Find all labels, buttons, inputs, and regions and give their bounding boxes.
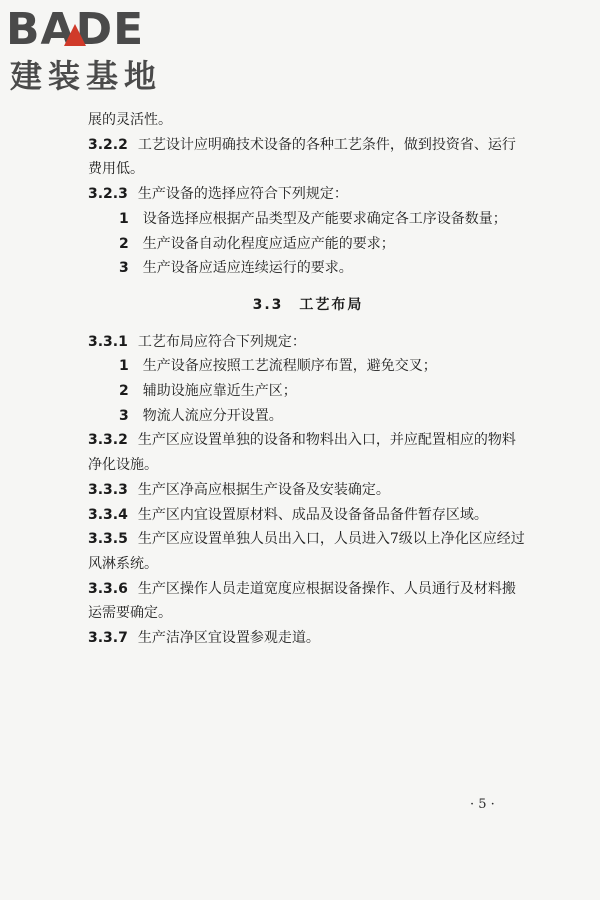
item-number: 1 [119,210,129,227]
clause-number: 3.3.7 [88,630,128,647]
item-text: 生产设备应适应连续运行的要求。 [142,260,353,277]
clause-3-2-2 [88,133,528,182]
clause-text: 生产区净高应根据生产设备及安装确定。 [137,481,390,498]
clause-text: 生产洁净区宜设置参观走道。 [137,630,320,647]
item-number: 1 [119,358,129,375]
clause-3-3-2 [88,428,528,477]
clause-text: 工艺设计应明确技术设备的各种工艺条件，做到投资省、运行费用低。 [88,136,516,178]
clause-number: 3.3.2 [88,432,128,449]
section-heading-3-3: 3.3 工艺布局 [252,296,364,313]
clause-text: 生产区内宜设置原材料、成品及设备备品备件暂存区域。 [137,506,488,523]
item-text: 设备选择应根据产品类型及产能要求确定各工序设备数量； [142,210,507,227]
clause-number: 3.3.3 [88,481,128,498]
clause-text: 生产区操作人员走道宽度应根据设备操作、人员通行及材料搬运需要确定。 [88,580,516,622]
item-text: 辅助设施应靠近生产区； [142,383,297,400]
list-item [88,207,528,232]
clause-number: 3.3.4 [88,506,128,523]
continuation-text: 展的灵活性。 [88,112,172,128]
list-item [88,379,528,404]
clause-number: 3.3.5 [88,531,128,548]
clause-3-3-6 [88,577,528,626]
clause-3-3-7 [88,626,528,651]
item-number: 2 [119,235,129,252]
list-item [88,354,528,379]
document-body [88,108,528,651]
logo-subtitle: 建装基地 [10,57,163,95]
logo-accent-triangle [64,24,86,46]
clause-text: 生产设备的选择应符合下列规定： [137,186,348,203]
bade-logo [6,6,176,96]
list-item [88,256,528,281]
item-number: 2 [119,383,129,400]
list-item [88,232,528,257]
clause-text: 工艺布局应符合下列规定： [137,333,306,350]
page-number: · 5 · [470,797,495,812]
clause-text: 生产区应设置单独人员出入口，人员进入7级以上净化区应经过风淋系统。 [88,531,525,572]
clause-3-3-1 [88,330,528,355]
item-text: 物流人流应分开设置。 [142,407,283,424]
clause-number: 3.2.2 [88,136,128,153]
clause-number: 3.2.3 [88,186,128,203]
item-number: 3 [119,260,129,277]
item-text: 生产设备应按照工艺流程顺序布置，避免交叉； [142,358,437,375]
clause-number: 3.3.6 [88,580,128,597]
clause-3-2-3 [88,182,528,207]
item-text: 生产设备自动化程度应适应产能的要求； [142,235,395,252]
item-number: 3 [119,407,129,424]
logo-wordmark: BADE [6,4,145,55]
clause-3-3-3 [88,478,528,503]
list-item [88,404,528,429]
clause-3-3-5 [88,527,528,576]
clause-number: 3.3.1 [88,333,128,350]
clause-3-3-4 [88,503,528,528]
clause-text: 生产区应设置单独的设备和物料出入口，并应配置相应的物料净化设施。 [88,432,516,474]
